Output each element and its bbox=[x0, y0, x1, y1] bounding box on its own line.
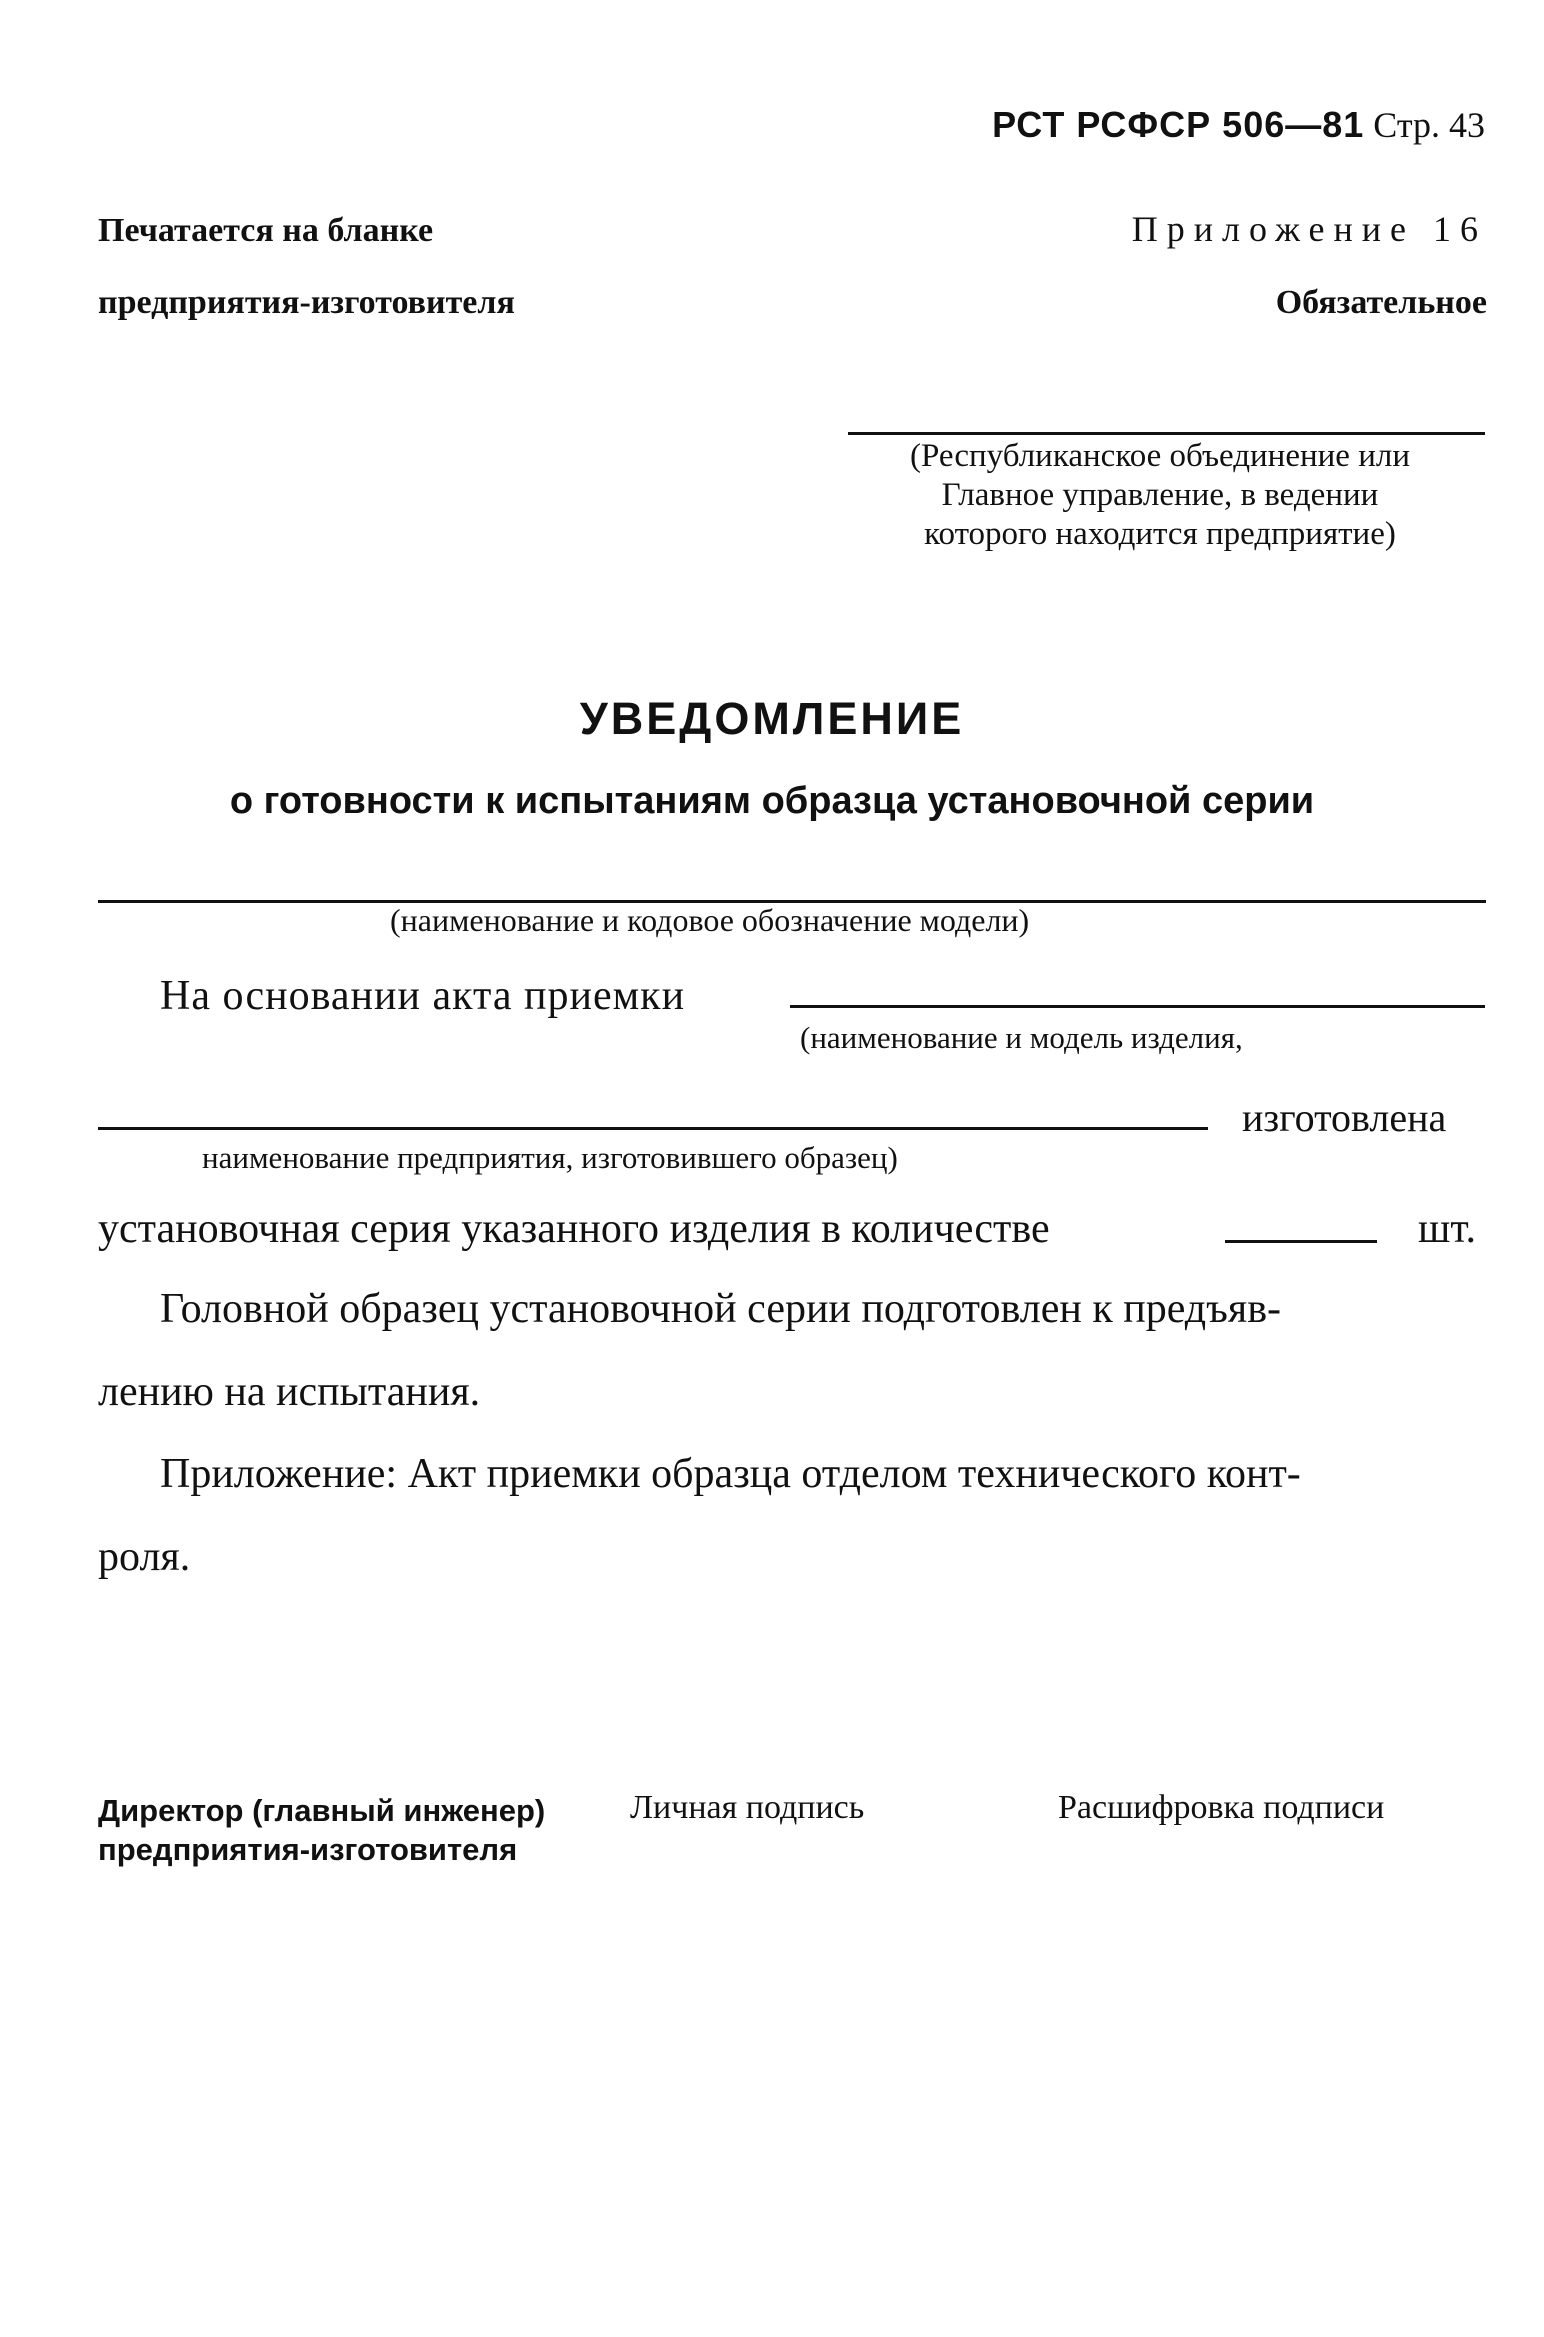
quantity-blank-line bbox=[1225, 1240, 1377, 1243]
print-note-line2: предприятия-изготовителя bbox=[98, 284, 515, 321]
org-blank-line bbox=[848, 432, 1485, 435]
standard-code: РСТ РСФСР 506—81 bbox=[992, 104, 1365, 145]
paragraph-2-line1: Приложение: Акт приемки образца отделом технического конт- bbox=[160, 1451, 1301, 1497]
signatory-role-line1: Директор (главный инженер) bbox=[98, 1793, 546, 1828]
print-note-line1: Печатается на бланке bbox=[98, 212, 434, 249]
manufactured-word: изготовлена bbox=[1242, 1095, 1447, 1140]
org-caption-line1: (Республиканское объединение или bbox=[910, 438, 1410, 474]
org-caption bbox=[850, 437, 1470, 554]
basis-blank-line bbox=[790, 1005, 1485, 1008]
annex-status: Обязательное bbox=[1275, 284, 1487, 321]
signature-decoding-label: Расшифровка подписи bbox=[1058, 1789, 1385, 1826]
series-text: установочная серия указанного изделия в количестве bbox=[98, 1206, 1050, 1252]
personal-signature-label: Личная подпись bbox=[630, 1789, 865, 1826]
paragraph-2-line2: роля. bbox=[98, 1534, 191, 1580]
model-caption: (наименование и кодовое обозначение модели) bbox=[390, 902, 1030, 938]
org-caption-line3: которого находится предприятие) bbox=[924, 516, 1396, 552]
document-title: УВЕДОМЛЕНИЕ bbox=[579, 693, 965, 744]
org-caption-line2: Главное управление, в ведении bbox=[941, 477, 1379, 513]
unit-label: шт. bbox=[1418, 1206, 1477, 1252]
annex-label: Приложение 16 bbox=[1131, 209, 1487, 249]
basis-text: На основании акта приемки bbox=[160, 973, 686, 1019]
paragraph-1-line1: Головной образец установочной серии подготовлен к предъяв- bbox=[160, 1286, 1282, 1332]
product-caption: (наименование и модель изделия, bbox=[800, 1020, 1243, 1055]
document-subtitle: о готовности к испытаниям образца установочной серии bbox=[229, 780, 1315, 822]
enterprise-caption: наименование предприятия, изготовившего образец) bbox=[202, 1140, 898, 1175]
enterprise-blank-line bbox=[98, 1127, 1208, 1130]
signatory-role-line2: предприятия-изготовителя bbox=[98, 1832, 518, 1867]
page-number: Стр. 43 bbox=[1373, 105, 1485, 145]
page-header bbox=[992, 104, 1485, 146]
paragraph-1-line2: лению на испытания. bbox=[98, 1369, 481, 1415]
